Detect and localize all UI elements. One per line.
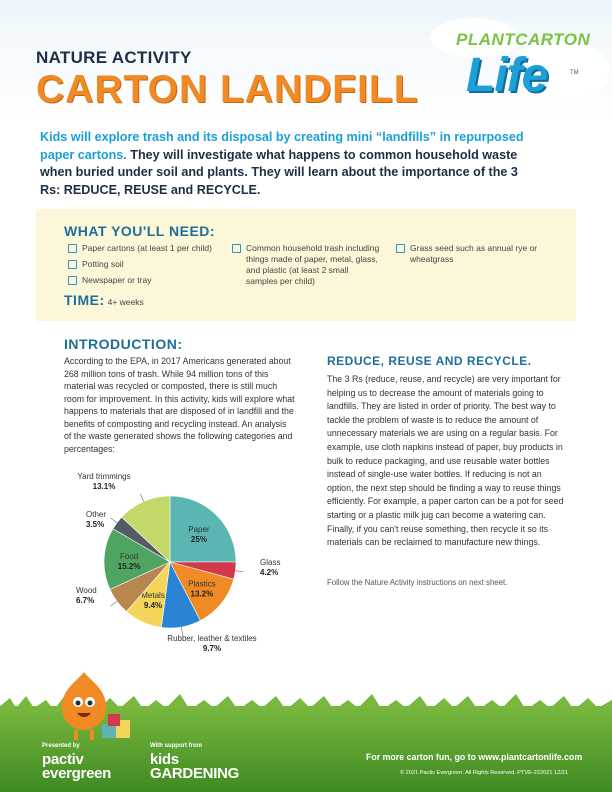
checklist-item <box>68 259 218 270</box>
checklist-label: Newspaper or tray <box>82 275 152 285</box>
pie-label: Glass <box>260 558 281 567</box>
time-row <box>64 292 144 308</box>
pie-value-label: 4.2% <box>260 568 279 577</box>
rrr-body: The 3 Rs (reduce, reuse, and recycle) are very important for helping us to decrease the amount of materials going to landfills. They are listed in order of priority. The best way to tackle the problem of waste is to reduce the amount of unnecessary materials we are using on a regular basis. For example, use cloth napkins instead of paper, buy products in bulk to reduce packaging, and use reusable water bottles instead of single-use water bottles. If reducing is not an option, the next step should be finding a way to reuse things efficiently. For example, a paper carton can be a pot for seed starting or a plastic milk jug can become a watering can. Finally, if you can't reuse something, then recycle it so its materials can be reclaimed to manufacture new things. <box>327 374 564 548</box>
support-label: With support from <box>150 743 202 749</box>
summary-highlight: Kids will explore trash and its disposal by creating mini “landfills” in repurposed paper cartons. <box>40 130 524 162</box>
pie-value-label: 3.5% <box>86 520 105 529</box>
pie-label: Paper <box>188 525 210 535</box>
pie-label: Wood <box>76 586 97 595</box>
checklist-item <box>396 243 546 265</box>
summary-rest: They will investigate what happens to common household waste when buried under soil and plants. They will learn about the importance of the 3 Rs: REDUCE, REUSE and RECYCLE. <box>40 147 518 197</box>
supporter-logo: kids GARDENING <box>150 751 239 782</box>
pie-value-label: 13.2% <box>190 589 214 599</box>
checklist-label: Potting soil <box>82 259 124 269</box>
carton-blocks-icon <box>100 712 134 740</box>
pie-value-label: 9.4% <box>143 601 163 611</box>
checkbox-icon[interactable] <box>232 244 241 253</box>
checklist-item <box>68 243 218 254</box>
checklist-label: Paper cartons (at least 1 per child) <box>82 243 212 253</box>
copyright-text: © 2021 Pactiv Evergreen. All Rights Reserved. PTVE-222021 12/21 <box>400 770 568 776</box>
pie-leader-line <box>111 601 117 606</box>
pie-label: Food <box>120 551 139 561</box>
page-title: CARTON LANDFILL <box>36 68 419 111</box>
pie-value-label: 15.2% <box>117 561 141 571</box>
pie-value-label: 25% <box>190 535 207 545</box>
checkbox-icon[interactable] <box>68 276 77 285</box>
checkbox-icon[interactable] <box>68 260 77 269</box>
checklist-label: Common household trash including things made of paper, metal, glass, and plastic (at least 2 small samples per child) <box>246 243 380 286</box>
introduction-body: According to the EPA, in 2017 Americans generated about 268 million tons of trash. While 94 million tons of this material was recycled or composted, there is still much room for improvement. In this activity, kids will explore what happens to materials that are disposed of in landfill and the benefits of composting and recycling instead. An analysis of the waste generated shows the following categories and percentages: <box>64 356 295 454</box>
introduction-heading: INTRODUCTION: <box>64 336 183 352</box>
activity-kicker: NATURE ACTIVITY <box>36 48 192 67</box>
checklist-item <box>68 275 218 286</box>
pie-label: Rubber, leather & textiles <box>167 634 257 643</box>
time-value: 4+ weeks <box>107 297 144 307</box>
pie-value-label: 13.1% <box>92 482 116 491</box>
pie-value-label: 9.7% <box>202 644 222 653</box>
needs-column-1 <box>68 243 218 291</box>
pie-label: Plastics <box>188 579 216 589</box>
summary-paragraph <box>40 129 540 199</box>
pie-label: Other <box>86 510 107 519</box>
pie-value-label: 6.7% <box>76 596 95 605</box>
presented-by-label: Presented by <box>42 743 80 749</box>
checklist-item <box>232 243 382 287</box>
pie-leader-line <box>140 494 143 501</box>
pie-leader-line <box>111 518 117 523</box>
pie-leader-line <box>235 571 243 572</box>
waste-pie-chart <box>64 470 296 653</box>
brand-logo-main: Life <box>466 49 548 102</box>
needs-column-3 <box>396 243 546 270</box>
brand-logo-top: PLANTCARTON <box>456 30 591 49</box>
checklist-label: Grass seed such as annual rye or wheatgrass <box>410 243 538 264</box>
presenter-logo: pactiv evergreen <box>42 751 112 782</box>
needs-heading: WHAT YOU'LL NEED: <box>64 223 216 239</box>
needs-column-2 <box>232 243 382 292</box>
time-label: TIME: <box>64 292 105 308</box>
pie-label: Yard trimmings <box>77 472 131 481</box>
follow-note: Follow the Nature Activity instructions on next sheet. <box>327 578 508 587</box>
trademark-mark: TM <box>570 70 579 76</box>
checkbox-icon[interactable] <box>68 244 77 253</box>
checkbox-icon[interactable] <box>396 244 405 253</box>
website-link[interactable]: For more carton fun, go to www.plantcartonlife.com <box>366 752 583 762</box>
pie-label: Metals <box>141 591 165 601</box>
needs-panel <box>36 209 576 321</box>
rrr-heading: REDUCE, REUSE AND RECYCLE. <box>327 354 532 368</box>
